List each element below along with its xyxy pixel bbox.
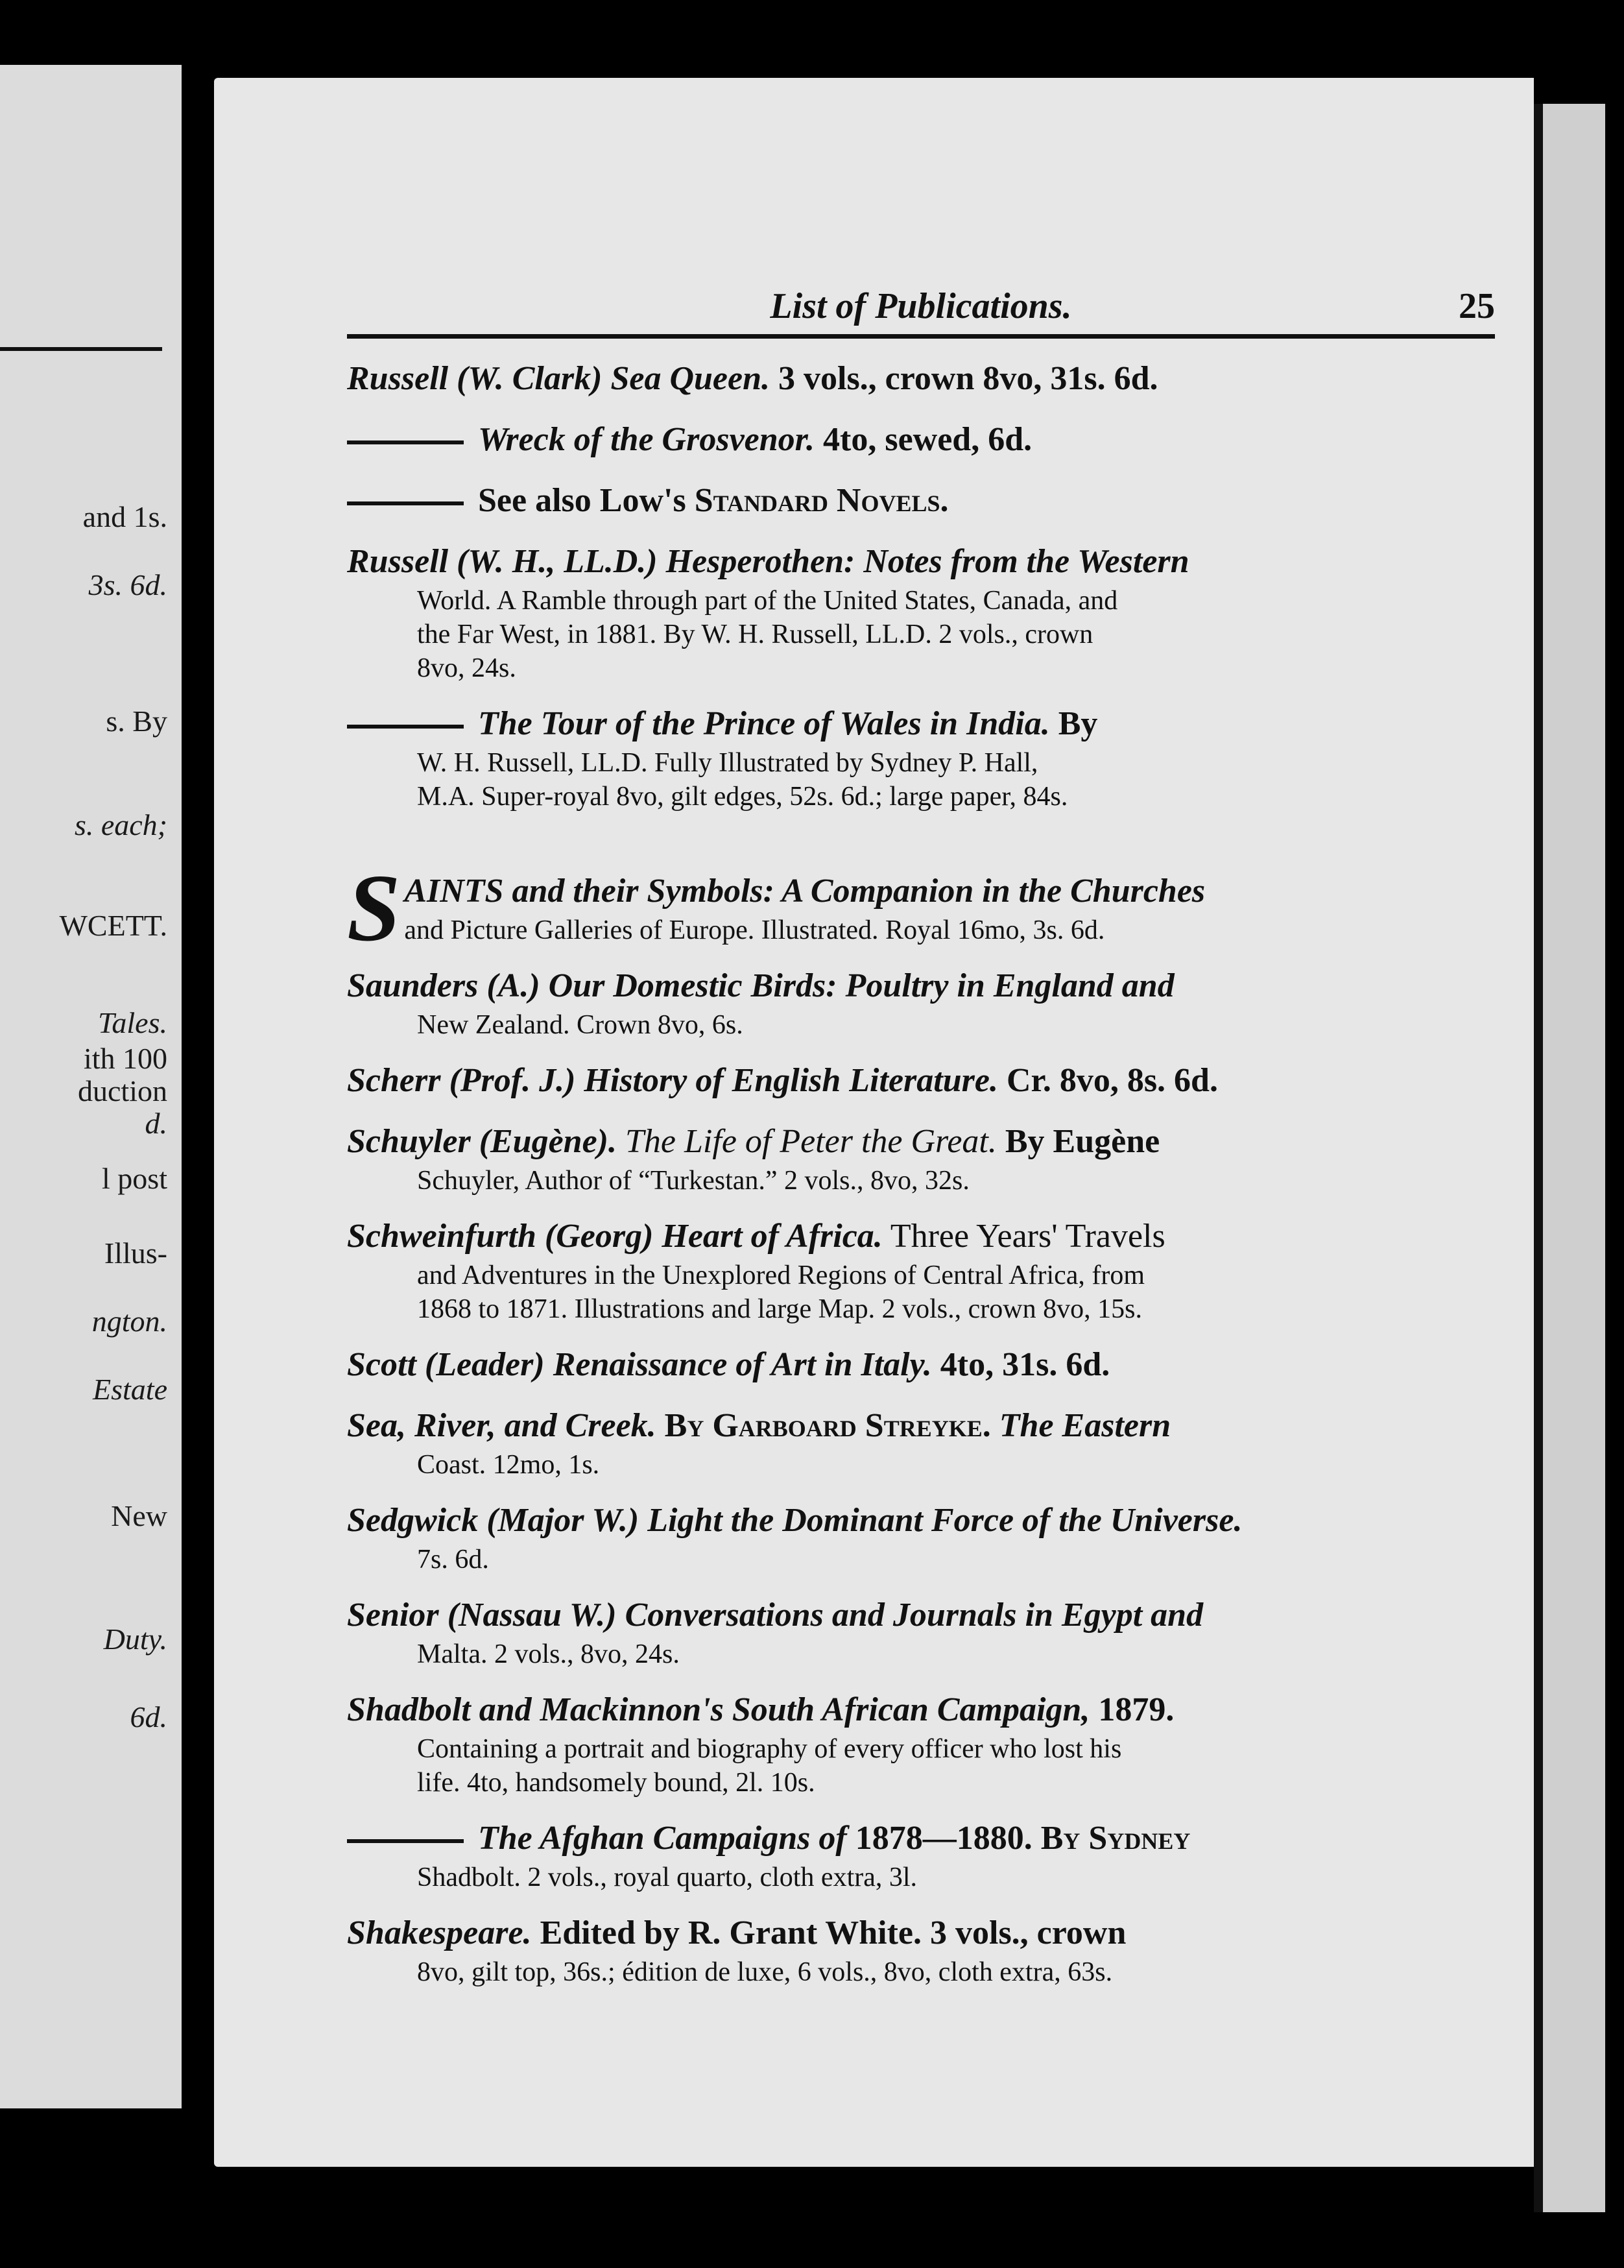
entry-line: 8vo, 24s. [417, 653, 516, 683]
facing-left-page [0, 65, 182, 2108]
drop-cap: S [347, 855, 401, 961]
list-item [347, 1593, 1495, 1671]
list-item [347, 1499, 1495, 1576]
left-page-fragment: 3s. 6d. [88, 568, 167, 601]
entry-title: Sea, River, and Creek. [347, 1407, 656, 1444]
list-item [347, 1343, 1495, 1387]
entry-by: By [1058, 705, 1098, 742]
left-page-fragment: Tales. [98, 1006, 167, 1039]
entry-series: The Eastern [999, 1407, 1171, 1444]
list-item [347, 702, 1495, 814]
entry-author: Sedgwick (Major W.) [347, 1502, 639, 1539]
entry-author: Schuyler (Eugène). [347, 1123, 617, 1160]
list-item [347, 1911, 1495, 1989]
entry-years: 1878—1880. [855, 1820, 1033, 1857]
entry-title: Wreck of the Grosvenor. [478, 421, 815, 458]
entry-line: Schuyler, Author of “Turkestan.” 2 vols., 8vo, 32s. [417, 1166, 970, 1196]
entry-line: 1868 to 1871. Illustrations and large Map. 2 vols., crown 8vo, 15s. [417, 1294, 1142, 1324]
left-page-fragment: 6d. [130, 1700, 167, 1733]
page-content [347, 272, 1495, 1987]
left-page-fragment: l post [102, 1162, 167, 1195]
list-item [347, 1404, 1495, 1482]
entry-author: Shakespeare. [347, 1914, 532, 1951]
entry-line: the Far West, in 1881. By W. H. Russell, LL.D. 2 vols., crown [417, 620, 1093, 649]
list-item [347, 964, 1495, 1042]
entry-details: 4to, sewed, 6d. [823, 421, 1033, 458]
entry-line: W. H. Russell, LL.D. Fully Illustrated by Sydney P. Hall, [417, 748, 1038, 778]
list-item [347, 1816, 1495, 1894]
left-page-fragment: s. each; [74, 808, 167, 841]
entry-author: Russell (W. Clark) [347, 360, 603, 397]
left-page-fragment: duction [78, 1074, 167, 1107]
ditto-dash [347, 1839, 464, 1843]
entry-by: By Sydney [1040, 1820, 1191, 1857]
entry-title: The Life of Peter the Great. [625, 1123, 997, 1160]
entry-author: Senior (Nassau W.) [347, 1597, 617, 1634]
entry-author: Scherr (Prof. J.) [347, 1062, 576, 1099]
entry-text: See also Low's [478, 482, 686, 519]
entry-title: The Tour of the Prince of Wales in India. [478, 705, 1050, 742]
entry-line: M.A. Super-royal 8vo, gilt edges, 52s. 6d.; large paper, 84s. [417, 782, 1068, 812]
entry-details: 3 vols., crown 8vo, 31s. 6d. [778, 360, 1158, 397]
entry-title: Hesperothen: Notes from the Western [665, 543, 1189, 580]
entry-line: 8vo, gilt top, 36s.; édition de luxe, 6 vols., 8vo, cloth extra, 63s. [417, 1957, 1113, 1987]
entry-title: AINTS and their Symbols: A Companion in the Churches [404, 873, 1206, 910]
entry-line: Shadbolt. 2 vols., royal quarto, cloth extra, 3l. [417, 1863, 918, 1892]
entry-title: History of English Literature. [584, 1062, 998, 1099]
entry-by: By Eugène [1005, 1123, 1160, 1160]
list-item [347, 1120, 1495, 1198]
entry-title: South African Campaign, [732, 1691, 1090, 1728]
entry-by: By Garboard Streyke. [664, 1407, 991, 1444]
list-item [347, 1059, 1495, 1103]
entry-title: Light the Dominant Force of the Universe. [647, 1502, 1243, 1539]
ditto-dash [347, 725, 464, 729]
entry-author: Shadbolt and Mackinnon's [347, 1691, 724, 1728]
left-page-fragment: ith 100 [83, 1042, 167, 1075]
entry-author: Scott (Leader) [347, 1346, 545, 1383]
entry-line: Malta. 2 vols., 8vo, 24s. [417, 1639, 680, 1669]
running-header [347, 272, 1495, 337]
entry-author: Schweinfurth (Georg) [347, 1218, 654, 1255]
entry-line: Coast. 12mo, 1s. [417, 1450, 600, 1480]
book-page [214, 78, 1534, 2167]
running-title: List of Publications. [770, 286, 1072, 326]
list-item [347, 418, 1495, 462]
left-page-rule [0, 347, 162, 351]
list-item [347, 479, 1495, 523]
list-item [347, 855, 1495, 961]
list-item [347, 1688, 1495, 1800]
entry-year: 1879. [1098, 1691, 1175, 1728]
left-page-fragment: d. [145, 1107, 167, 1140]
entry-author: Russell (W. H., LL.D.) [347, 543, 658, 580]
left-page-fragment: WCETT. [59, 909, 167, 942]
entry-line: Containing a portrait and biography of every officer who lost his [417, 1734, 1122, 1764]
left-page-fragment: Estate [93, 1373, 167, 1406]
entry-title: Heart of Africa. [662, 1218, 883, 1255]
publication-list [347, 357, 1495, 2006]
entry-details: Cr. 8vo, 8s. 6d. [1006, 1062, 1218, 1099]
left-page-fragment: Duty. [103, 1623, 167, 1656]
entry-line: and Picture Galleries of Europe. Illustrated. Royal 16mo, 3s. 6d. [404, 915, 1105, 945]
entry-series: Standard Novels. [694, 482, 949, 519]
page-edge [1534, 104, 1605, 2212]
left-page-fragment: and 1s. [82, 500, 167, 533]
entry-author: Saunders (A.) [347, 967, 540, 1004]
entry-title: Our Domestic Birds: Poultry in England and [548, 967, 1175, 1004]
entry-details: Edited by R. Grant White. 3 vols., crown [540, 1914, 1127, 1951]
entry-title: Sea Queen. [610, 360, 770, 397]
entry-line: New Zealand. Crown 8vo, 6s. [417, 1010, 743, 1040]
list-item [347, 357, 1495, 401]
left-page-fragment: s. By [106, 705, 167, 738]
entry-title: Renaissance of Art in Italy. [553, 1346, 932, 1383]
entry-details: 4to, 31s. 6d. [940, 1346, 1110, 1383]
list-item [347, 1214, 1495, 1326]
entry-line: life. 4to, handsomely bound, 2l. 10s. [417, 1768, 815, 1798]
entry-title: Conversations and Journals in Egypt and [625, 1597, 1204, 1634]
ditto-dash [347, 501, 464, 505]
left-page-fragment: ngton. [91, 1305, 167, 1338]
list-item [347, 540, 1495, 685]
left-page-fragment: New [111, 1499, 167, 1532]
left-page-fragment: Illus- [104, 1237, 167, 1270]
entry-line: World. A Ramble through part of the United States, Canada, and [417, 586, 1118, 616]
entry-details: Three Years' Travels [890, 1218, 1165, 1255]
entry-title: The Afghan Campaigns of [478, 1820, 847, 1857]
page-number: 25 [1459, 286, 1495, 326]
ditto-dash [347, 440, 464, 444]
entry-line: and Adventures in the Unexplored Regions of Central Africa, from [417, 1261, 1145, 1290]
header-rule [347, 334, 1495, 339]
entry-line: 7s. 6d. [417, 1545, 489, 1574]
book-gutter [182, 45, 214, 2154]
